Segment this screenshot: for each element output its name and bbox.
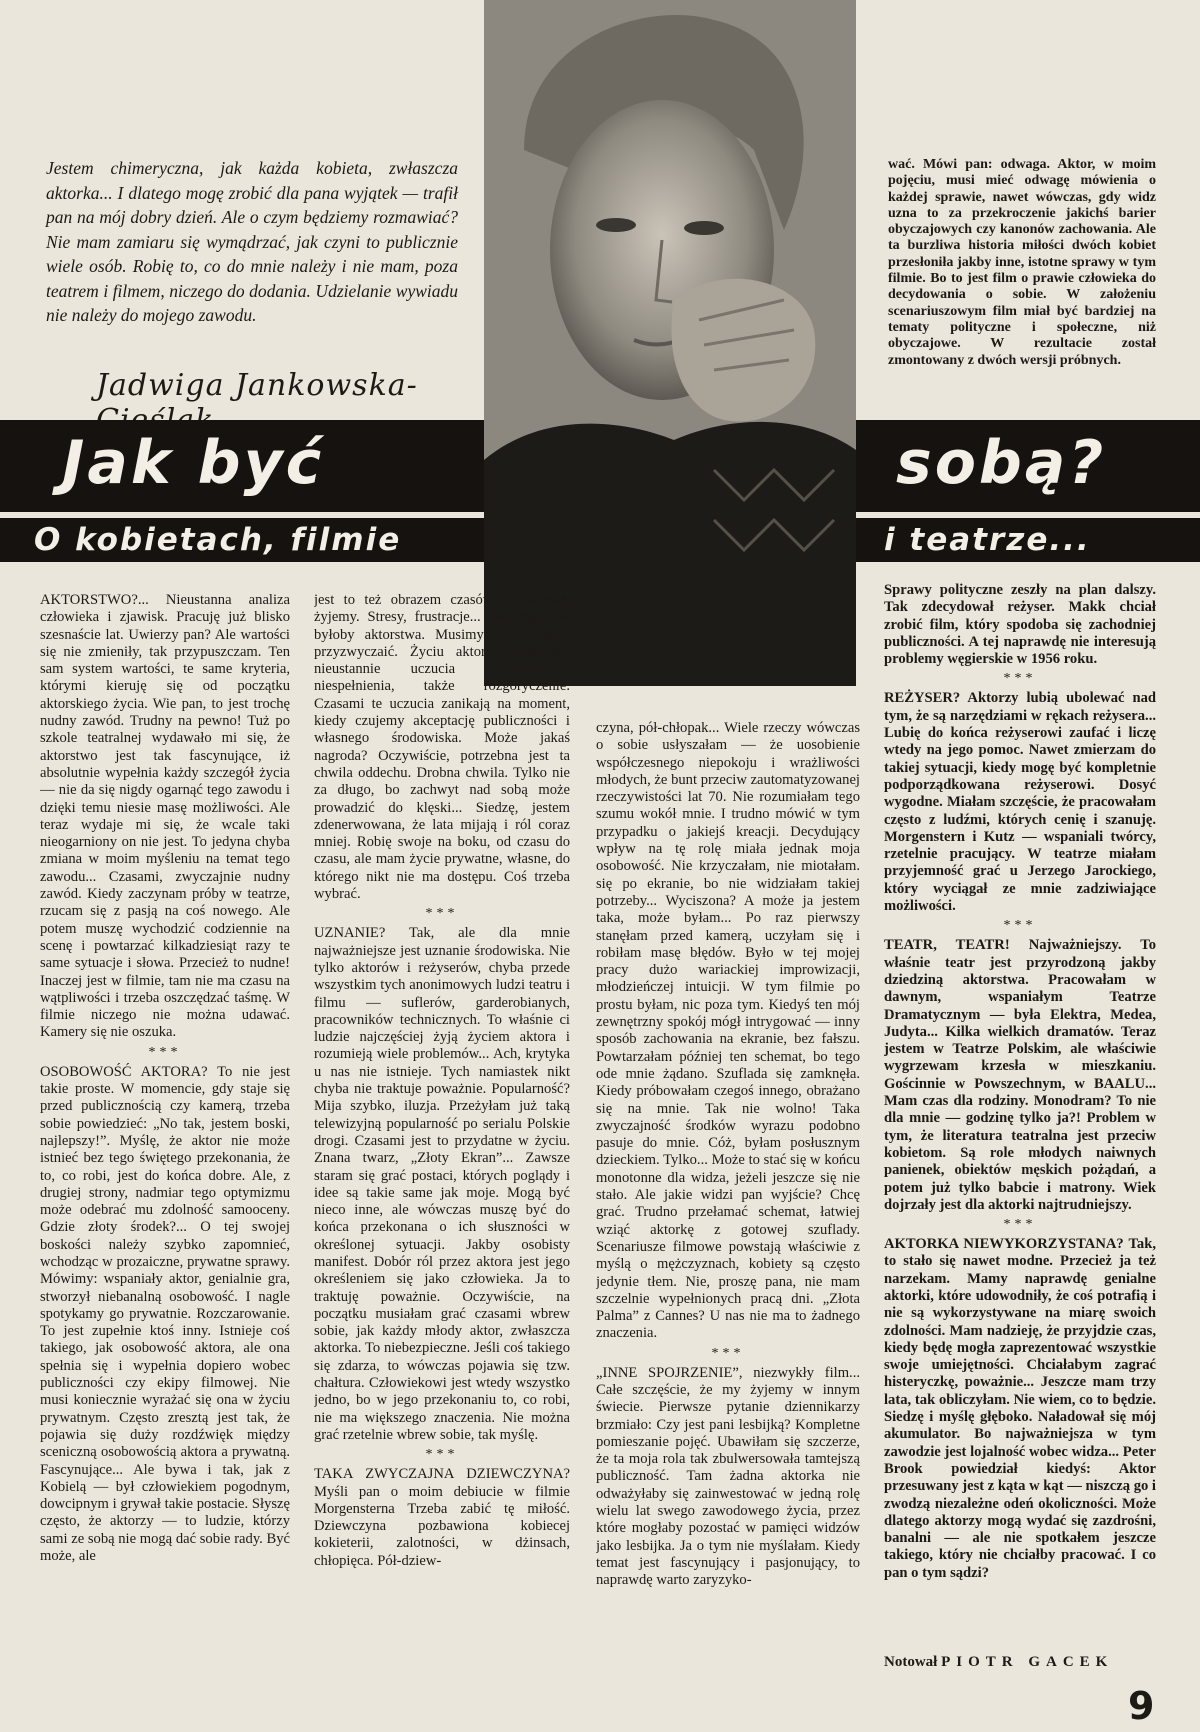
col1-aktorstwo: AKTORSTWO?... Nieustanna analiza człowieka i zjawisk. Pracuję już blisko szesnaście lat. Uwierzy pan? Ale wartości się nie zmieniły, tak przypuszczam. Ten sam system wartości, te same kryteria, którymi kieruję się od początku aktorskiego życia. Wie pan, to jest trochę nudny zawód. Trudny na pewno! Tuż po szkole teatralnej wydawało mi się, że aktorstwo jest tak fascynujące, iż absolutnie wypełnia każdy szczegół życia — nie da się nigdy ogarnąć tego zawodu i dzięki temu niesie masę możliwości. Ale teraz wydaje mi się, że wcale taki nieogarniony on nie jest. To jedyna chyba zmiana w moim myśleniu na temat tego zawodu... Czasami, zwyczajnie nudny zawód. Kiedy zaczynam próby w teatrze, rzucam się z pasją na coś nowego. Ale potem muszę wychodzić codziennie na scenę i powtarzać kilkadziesiąt razy te same sytuacje i słowa. Przecież to nudne! Inaczej jest w filmie, tam nie ma czasu na wątpliwości i trzeba oszczędzać taśmę. W filmie niczego nie można udawać. Kamery się nie oszuka. (40, 592, 290, 1041)
col2-zwyczajna: TAKA ZWYCZAJNA DZIEWCZYNA? Myśli pan o moim debiucie w filmie Morgensterna Trzeba zabić tę miłość. Dziewczyna pozbawiona kobiecej kokieterii, zalotności, w dżinsach, chłopięca. Pół-dziew- (314, 1466, 570, 1569)
subtitle-left: O kobietach, filmie (34, 522, 402, 558)
column-4 (884, 582, 1156, 1642)
portrait-illustration (484, 0, 856, 686)
credit-name: PIOTR GACEK (941, 1654, 1114, 1670)
col4-niewykorzystana: AKTORKA NIEWYKORZYSTANA? Tak, to stało się nawet modne. Przecież ja też narzekam. Mamy naprawdę genialne aktorki, które udowodniły, że coś potrafią i nie są wykorzystywane na miarę swoich zdolności. Mam nadzieję, że przyjdzie czas, kiedy będę mogła zaprezentować wszystkie swoje umiejętności. Chciałabym zagrać histeryczkę, poważnie... Jeszcze mam trzy lata, tak obliczyłam. Nie wiem, co to będzie. Siedzę i myślę głęboko. Naładował się mój akumulator. Bo najważniejsza w tym zawodzie jest lojalność wobec widza... Peter Brook powiedział kiedyś: Aktor przesuwany jest z kąta w kąt — niszczą go i zwodzą niezależne odeń okoliczności. Może dlatego aktorzy mogą wydać się zazdrośni, banalni — ale nie spotkałem jeszcze takiego, który nie chciałby pracować. I co pan o tym sądzi? (884, 1236, 1156, 1581)
separator: *** (1003, 671, 1037, 687)
separator: *** (711, 1345, 745, 1361)
separator: *** (425, 1447, 459, 1463)
right-top-text: wać. Mówi pan: odwaga. Aktor, w moim pojęciu, musi mieć odwagę mówienia o każdej sprawie, nawet wówczas, gdy widz uzna to za przekroczenie jakichś barier obyczajowych czy kanonów zachowania. Ale ta burzliwa historia miłości dwóch kobiet przesłoniła jakby inne, istotne sprawy w tym filmie. Bo to jest film o prawie człowieka do decydowania o sobie. W założeniu scenariuszowym film miał być bardziej na tematy polityczne i społeczne, niż obyczajowe. W rezultacie został zmontowany z dwóch wersji próbnych. (888, 157, 1156, 368)
col2-continuation: jest to też obrazem czasów, w których żyjemy. Stresy, frustracje... Bez tego nie byłoby aktorstwa. Musimy się do tego przyzwyczaić. Życiu aktora towarzyszą nieustannie uczucia niedocenienia, niespełnienia, także rozgoryczenie. Czasami te uczucia zanikają na moment, kiedy czujemy akceptację publiczności i własnego środowiska. Może jakaś nagroda? Oczywiście, potrzebna jest ta chwila oddechu. Drobna chwila. Tylko nie za długo, bo zachwyt nad sobą może prowadzić do klęski... Siedzę, jestem zdenerwowana, że lata mijają i ról coraz mniej. Robię swoje na boku, od czasu do czasu, ale mam życie prywatne, własne, do którego nikt nie ma dostępu. Coś trzeba wybrać. (314, 592, 570, 903)
separator: *** (1003, 918, 1037, 934)
column-1 (40, 592, 290, 1712)
col3-continuation: czyna, pół-chłopak... Wiele rzeczy wówczas o sobie usłyszałam — że uosobienie współczesnego niepokoju i wrażliwości młodych, że bunt przeciw zautomatyzowanej rzeczywistości lat 70. Nie rozumiałam tego szumu wokół mnie. I trudno mówić w tym przypadku o jakiejś kreacji. Decydujący wpływ na tę rolę miała jednak moja osobowość. Nie krzyczałam, nie miotałam. się po ekranie, bo nie widziałam takiej potrzeby... Wyciszona? A może ja jestem taka, może byłam... Po raz pierwszy stanęłam przed kamerą, uczyłam się i robiłam masę błędów. Było w tej mojej pracy dużo wariackiej improwizacji, młodzieńczej intuicji. W tym filmie po prostu byłam, nic poza tym. Kiedyś ten mój zewnętrzny spokój mógł intrygować — inny sposób zachowania na ekranie, bez fałszu. Powtarzałam później ten schemat, bo tego ode mnie żądano. Szuflada się zamknęła. Kiedy próbowałam czegoś innego, obrażano się na mnie. Tak nie wolno! Taka zwyczajność środków wyrazu podobno pasuje do mnie. Cóż, byłam posłusznym dzieckiem. Tylko... Może to stać się w końcu monotonne dla widza, jeżeli jeszcze się nie stało. Ale jakie widzi pan wyjście? Chcę grać. Trudno przełamać schemat, łatwiej wziąć aktorkę z gotowej szuflady. Scenariusze filmowe powstają właściwie z myślą o mężczyznach, kobiety są często jedynie tłem. Nie, proszę pana, nie mam szczelnie wypełnionych pracą dni. „Złota Palma” z Cannes? U nas nie ma to żadnego znaczenia. (596, 720, 860, 1342)
portrait-photo (484, 0, 856, 686)
separator: *** (425, 906, 459, 922)
title-right: sobą? (896, 428, 1107, 498)
col1-osobowosc: OSOBOWOŚĆ AKTORA? To nie jest takie proste. W momencie, gdy staje się przed publicznością czy kamerą, trzeba sobie powiedzieć: „No tak, jestem boski, najlepszy!”. Myślę, że aktor nie może istnieć bez tego świętego przekonania, że to, co robi, jest do końca dobre. Ale, z drugiej strony, nadmiar tego optymizmu może odebrać mu zdolność samooceny. Gdzie złoty środek?... O tej swojej boskości należy szybko zapomnieć, wchodząc w prozaiczne, prywatne sprawy. Mówimy: wspaniały aktor, genialnie gra, stworzył niebanalną osobowość. I nagle spotykamy go prywatnie. Rozczarowanie. To jest zupełnie ktoś inny. Istnieje coś takiego, jak osobowość aktora, ale ona spełnia się i wypełnia dopiero wobec publiczności czy ekipy filmowej. Nie musi koniecznie wyrażać się ona w życiu prywatnym. Często zresztą jest tak, że pojawia się duży rozdźwięk między sceniczną osobowością aktora a prywatną. Fascynujące... Ale bywa i tak, jak z Kobielą — był człowiekiem pogodnym, dowcipnym i grywał takie postacie. Słyszę często, że aktorzy — to ludzie, którzy sami ze sobą nie mogą dać sobie rady. Być może, ale (40, 1063, 290, 1565)
col2-uznanie: UZNANIE? Tak, ale dla mnie najważniejsze jest uznanie środowiska. Nie tylko aktorów i reżyserów, chyba przede wszystkim tych anonimowych ludzi teatru i filmu — suflerów, garderobianych, pracowników technicznych. To właśnie ci ludzie najczęściej żyją życiem aktora i rozumieją wiele problemów... Ach, krytyka u nas nie istnieje. Tych namiastek nikt chyba nie traktuje poważnie. Popularność? Mija szybko, iluzja. Przeżyłam już taką telewizyjną popularność po serialu Polskie drogi. Czasami jest to przydatne w życiu. Znana twarz, „Złoty Ekran”... Zawsze staram się grać postaci, których poglądy i idee są takie same jak moje. Mogą być nieco inne, ale wówczas muszę być do końca przekonana o ich słuszności w określonej sytuacji. Jakby osobisty manifest. Dobór ról przez aktora jest jego określeniem się jako człowieka. Ja to traktuję poważnie. Oczywiście, na początku musiałam grać czasami wbrew sobie, jak każdy młody aktor, zwłaszcza aktorka. To niebezpieczne. Jeśli coś takiego się zdarza, to wówczas pojawia się tzw. chałtura. Człowiekowi jest wtedy wszystko jedno, bo w jego przekonaniu to, co robi, nie ma większego znaczenia. Nie można grać rzetelnie wbrew sobie, tak myślę. (314, 925, 570, 1443)
credit-label: Notował (884, 1654, 938, 1670)
column-2 (314, 592, 570, 1712)
intro-quote: Jestem chimeryczna, jak każda kobieta, zwłaszcza aktorka... I dlatego mogę zrobić dla pana wyjątek — trafił pan na mój dobry dzień. Ale o czym będziemy rozmawiać? Nie mam zamiaru się wymądrzać, jak czyni to publicznie wiele osób. Robię to, co do mnie należy i nie mam, poza teatrem i filmem, niczego do dodania. Udzielanie wywiadu nie należy do mojego zawodu. (46, 158, 458, 325)
page-number: 9 (1128, 1684, 1155, 1728)
separator: *** (1003, 1217, 1037, 1233)
col4-teatr: TEATR, TEATR! Najważniejszy. To właśnie teatr jest przyrodzoną jakby dziedziną aktorstwa. Pracowałam w dawnym, wspaniałym Teatrze Dramatycznym — była Elektra, Medea, Judyta... Kilka wielkich dramatów. Teraz jestem w Teatrze Polskim, ale właściwie wygrzewam krzesła w mieszkaniu. Gościnnie w Powszechnym, w BAALU... Mam czas dla rodziny. Monodram? To nie dla mnie — godzinę tylko ja?! Problem w tym, że literatura teatralna jest przeciw kobietom. Są role młodych naiwnych panienek, obiektów męskich pożądań, a potem już tylko babcie i matrony. Wiek dojrzały jest dla aktorki najtrudniejszy. (884, 937, 1156, 1213)
column-3 (596, 720, 860, 1710)
author-credit (884, 1654, 1156, 1671)
subtitle-right: i teatrze... (884, 522, 1091, 558)
title-left: Jak być (62, 428, 325, 498)
col3-inne-spojrzenie: „INNE SPOJRZENIE”, niezwykły film... Całe szczęście, że my żyjemy w innym świecie. Pierwsze pytanie dziennikarzy brzmiało: Czy jest pani lesbijką? Kompletne pomieszanie pojęć. Ubawiłam się szczerze, że ta moja rola tak zbulwersowała tamtejszą publiczność. Tam żadna aktorka nie odważyłaby się zainwestować w jedną rolę wielu lat swego zawodowego życia, przez które mogłaby pozostać w pamięci widzów jako lesbijka. Ja o tym nie myślałam. Kiedy temat jest fascynujący i pasjonujący, to naprawdę warto zaryzyko- (596, 1364, 860, 1589)
signature: Jadwiga Jankowska- (96, 368, 418, 403)
col4-rezyser: REŻYSER? Aktorzy lubią ubolewać nad tym, że są narzędziami w rękach reżysera... Lubię do końca reżyserowi zaufać i liczę wtedy na jego pomoc. Nawet zmierzam do takiej sytuacji, kiedy mogę być kompletnie podporządkowana reżyserowi. Dosyć wygodne. Miałam szczęście, że pracowałam często z ludźmi, których cenię i szanuję. Morgenstern i Kutz — wspaniali twórcy, rzetelnie pracujący. W teatrze miałam przyjemność grać u Jerzego Jarockiego, który wyciągał ze mnie zadziwiające możliwości. (884, 690, 1156, 915)
col4-polityka: Sprawy polityczne zeszły na plan dalszy. Tak zdecydował reżyser. Makk chciał zrobić film, który spodoba się zachodniej publiczności. A tej naprawdę nie interesują problemy węgierskie w 1956 roku. (884, 582, 1156, 668)
separator: *** (148, 1044, 182, 1060)
